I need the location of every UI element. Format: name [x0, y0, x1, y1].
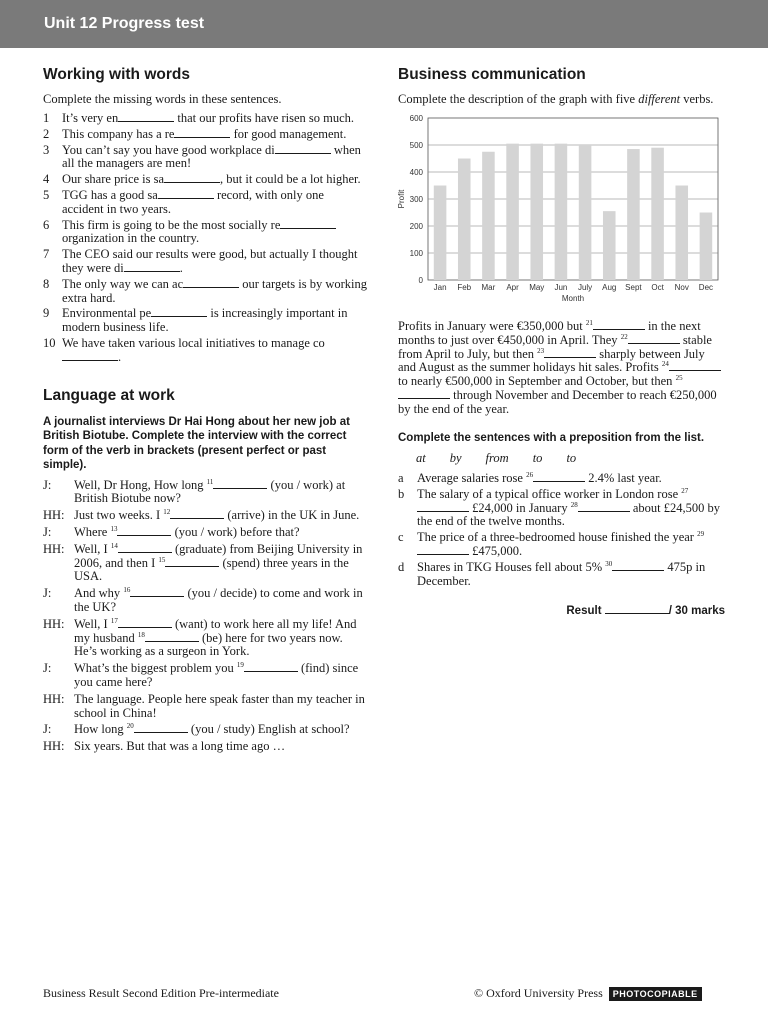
dialog-text-part: Just two weeks. I	[74, 508, 164, 523]
answer-blank[interactable]	[417, 545, 469, 555]
answer-blank[interactable]	[118, 112, 174, 122]
speaker: J:	[43, 524, 52, 539]
bar-sept	[627, 149, 640, 280]
dialog-text-part: (arrive) in the UK in June.	[224, 508, 360, 523]
answer-blank[interactable]	[145, 632, 199, 642]
dialog-line	[43, 587, 368, 615]
dialog-line	[43, 526, 368, 540]
speaker: J:	[43, 477, 52, 492]
word-option: to	[566, 451, 577, 466]
x-tick-label: Apr	[506, 283, 519, 292]
question-number: 23	[537, 346, 545, 355]
answer-blank[interactable]	[130, 587, 184, 597]
item-text-part: £475,000.	[469, 544, 523, 559]
speaker: HH:	[43, 541, 65, 556]
word-option: by	[449, 451, 462, 466]
bar-nov	[675, 186, 688, 281]
answer-blank[interactable]	[398, 389, 450, 399]
list-item	[398, 561, 725, 589]
dialog-line	[43, 543, 368, 584]
y-tick-label: 500	[409, 141, 423, 150]
dialog-text-part: (want) to work here all my life! And my husband	[74, 616, 357, 645]
left-column	[43, 66, 368, 757]
question-number: 14	[110, 541, 118, 550]
dialog-line	[43, 723, 368, 737]
item-number: 10	[43, 335, 56, 350]
bar-jan	[434, 186, 447, 281]
question-number: 24	[661, 360, 669, 369]
item-text-end: for good management.	[230, 126, 347, 141]
answer-blank[interactable]	[628, 334, 680, 344]
question-number: 29	[697, 530, 705, 539]
right-column	[398, 66, 725, 617]
item-text	[417, 531, 725, 559]
y-tick-label: 600	[409, 114, 423, 123]
dialog-text	[74, 509, 368, 523]
answer-blank[interactable]	[170, 509, 224, 519]
preposition-instruction: Complete the sentences with a preposition from the list.	[398, 431, 705, 444]
item-text	[62, 219, 368, 247]
item-text-part: The price of a three-bedroomed house finished the year	[417, 530, 698, 545]
answer-blank[interactable]	[213, 479, 267, 489]
item-text-start: It’s very en	[62, 111, 119, 125]
question-number: 25	[675, 374, 683, 383]
dialog-text	[74, 618, 368, 659]
dialog-text-part: (you / study) English at school?	[187, 722, 350, 737]
question-number: 26	[526, 471, 534, 480]
profit-chart-svg	[398, 112, 725, 312]
item-text	[62, 128, 368, 142]
list-item	[43, 144, 368, 172]
dialog-text	[74, 587, 368, 615]
x-tick-label: Oct	[651, 283, 664, 292]
dialog-text-part: (be) here for two years now. He’s working as a surgeon in York.	[74, 630, 343, 659]
item-number: 1	[43, 111, 50, 125]
y-tick-label: 400	[409, 168, 423, 177]
speaker: J:	[43, 586, 52, 601]
preposition-list	[398, 472, 725, 588]
answer-blank[interactable]	[417, 502, 469, 512]
answer-blank[interactable]	[280, 219, 336, 229]
bar-jun	[555, 144, 568, 280]
item-number: 8	[43, 276, 50, 291]
word-option: from	[485, 451, 509, 466]
item-text-part: 2.4% last year.	[585, 471, 662, 486]
x-tick-label: Jun	[554, 283, 568, 292]
item-text-start: This company has a re	[62, 126, 175, 141]
item-text	[417, 472, 725, 486]
dialog-text	[74, 479, 368, 507]
question-number: 11	[206, 477, 214, 486]
item-text-part: 475p in December.	[417, 559, 706, 588]
bar-oct	[651, 148, 664, 280]
footer-right	[474, 986, 702, 1001]
item-text-end: that our profits have risen so much.	[174, 111, 355, 125]
question-number: 12	[163, 508, 171, 517]
page-title: Unit 12 Progress test	[44, 15, 205, 32]
x-tick-label: Mar	[481, 283, 496, 292]
x-tick-label: Aug	[602, 283, 617, 292]
x-tick-label: July	[577, 283, 593, 292]
item-text	[417, 488, 725, 529]
answer-blank[interactable]	[533, 472, 585, 482]
item-text-end: our targets is by working extra hard.	[62, 276, 368, 305]
item-text-end: is increasingly important in modern business life.	[62, 306, 348, 335]
item-text-end: .	[118, 349, 122, 364]
question-number: 18	[137, 630, 145, 639]
item-text-start: This firm is going to be the most socially re	[62, 217, 281, 232]
speaker: HH:	[43, 691, 65, 706]
dialog-text	[74, 662, 368, 690]
list-item	[398, 488, 725, 529]
list-item	[43, 173, 368, 187]
dialog-text-part: (graduate) from Beijing University in 2006, and then I	[74, 541, 363, 570]
dialog-text-part: (you / decide) to come and work in the UK?	[74, 586, 363, 614]
item-text-end: organization in the country.	[62, 231, 200, 246]
x-tick-label: Feb	[457, 283, 472, 292]
result-line	[398, 604, 725, 617]
list-item	[43, 307, 368, 335]
dialog-line	[43, 740, 368, 754]
question-number: 20	[126, 722, 134, 731]
question-number: 21	[585, 319, 593, 327]
item-text-start: TGG has a good sa	[62, 187, 158, 202]
x-axis-label: Month	[561, 294, 585, 303]
item-letter: d	[398, 559, 405, 574]
result-suffix: / 30 marks	[668, 605, 725, 618]
paragraph-text: to nearly €500,000 in September and October, but then	[398, 374, 676, 389]
item-letter: c	[398, 530, 404, 545]
paragraph-text: stable from April to July, but then	[398, 332, 712, 361]
item-text	[62, 337, 368, 365]
list-item	[398, 531, 725, 559]
bar-mar	[482, 152, 495, 280]
x-tick-label: Dec	[698, 283, 714, 292]
question-number: 13	[110, 524, 118, 533]
answer-blank[interactable]	[165, 557, 219, 567]
bar-feb	[458, 159, 471, 281]
question-number: 30	[605, 559, 613, 568]
list-item	[43, 219, 368, 247]
dialog-text-part: (spend) three years in the USA.	[74, 555, 349, 584]
answer-blank[interactable]	[158, 189, 214, 199]
y-tick-label: 300	[409, 195, 423, 204]
list-item	[43, 337, 368, 365]
item-text	[62, 144, 368, 172]
item-number: 7	[43, 247, 50, 262]
question-number: 28	[570, 500, 578, 509]
result-label: Result	[566, 605, 602, 618]
dialog-text	[74, 543, 368, 584]
graph-instruction	[398, 92, 725, 106]
item-text-start: Environmental pe	[62, 306, 152, 321]
item-number: 5	[43, 187, 50, 202]
bar-apr	[506, 144, 519, 280]
bar-july	[579, 145, 592, 280]
graph-instruction-b: verbs.	[680, 92, 714, 106]
answer-blank[interactable]	[164, 173, 220, 183]
dialog-line	[43, 479, 368, 507]
header-bar	[0, 0, 768, 48]
item-text	[62, 189, 368, 217]
question-number: 27	[681, 486, 689, 495]
question-number: 19	[236, 661, 244, 670]
item-number: 9	[43, 306, 50, 321]
speaker: HH:	[43, 508, 65, 523]
dialog-line	[43, 509, 368, 523]
item-text	[62, 248, 368, 276]
list-item	[398, 472, 725, 486]
answer-blank[interactable]	[124, 262, 180, 272]
answer-blank[interactable]	[118, 618, 172, 628]
answer-blank[interactable]	[183, 278, 239, 288]
bar-dec	[700, 213, 713, 281]
item-text-part: £24,000 in January	[469, 500, 571, 515]
dialog-line	[43, 693, 368, 721]
y-tick-label: 200	[409, 222, 423, 231]
item-text-end: when all the managers are men!	[62, 142, 361, 171]
interview-dialog	[43, 479, 368, 754]
answer-blank[interactable]	[151, 307, 207, 317]
list-item	[43, 248, 368, 276]
dialog-text-part: Six years. But that was a long time ago …	[74, 739, 286, 754]
item-number: 6	[43, 217, 50, 232]
business-communication-heading: Business communication	[398, 66, 586, 83]
word-option: to	[532, 451, 543, 466]
answer-blank[interactable]	[593, 320, 645, 330]
speaker: HH:	[43, 616, 65, 631]
item-text-part: about £24,500 by the end of the twelve months.	[417, 500, 721, 529]
dialog-text-part: (you / work) before that?	[171, 524, 300, 539]
question-number: 17	[110, 616, 118, 625]
answer-blank[interactable]	[117, 526, 171, 536]
answer-blank[interactable]	[174, 128, 230, 138]
item-number: 2	[43, 126, 50, 141]
preposition-word-list	[416, 451, 725, 466]
dialog-text	[74, 740, 368, 754]
item-number: 4	[43, 172, 50, 187]
answer-blank[interactable]	[118, 543, 172, 553]
working-with-words-instruction: Complete the missing words in these sentences.	[43, 92, 282, 106]
photocopiable-badge: PHOTOCOPIABLE	[609, 987, 702, 1001]
dialog-text-part: The language. People here speak faster than my teacher in school in China!	[74, 691, 365, 720]
dialog-text	[74, 693, 368, 721]
y-axis-label: Profit	[397, 189, 406, 209]
paragraph-text: through November and December to reach €250,000 by the end of the year.	[398, 387, 717, 416]
item-text-part: Average salaries rose	[417, 471, 527, 486]
copyright: © Oxford University Press	[474, 986, 603, 1000]
x-tick-label: Nov	[674, 283, 689, 292]
question-number: 15	[158, 555, 166, 564]
working-with-words-heading: Working with words	[43, 66, 190, 83]
dialog-line	[43, 618, 368, 659]
paragraph-text: sharply between July and August as the summer holidays hit sales. Profits	[398, 346, 705, 375]
dialog-text-part: Well, Dr Hong,	[74, 477, 154, 492]
language-at-work-instruction: A journalist interviews Dr Hai Hong about her new job at British Biotube. Complete the interview with the correct form of the verb in brackets (present perfect or past simple).	[43, 415, 350, 472]
graph-instruction-em: different	[638, 92, 681, 106]
x-tick-label: May	[529, 283, 545, 292]
word-option: at	[416, 451, 426, 466]
bar-may	[530, 144, 543, 280]
dialog-text-part: What’s the biggest problem you	[74, 661, 237, 676]
graph-description-paragraph	[398, 320, 725, 417]
item-text-end: , but it could be a lot higher.	[220, 172, 361, 187]
x-tick-label: Jan	[433, 283, 447, 292]
answer-blank[interactable]	[612, 561, 664, 571]
answer-blank[interactable]	[62, 351, 118, 361]
dialog-text-part: Where	[74, 524, 111, 539]
list-item	[43, 112, 368, 126]
language-at-work-heading: Language at work	[43, 386, 175, 404]
item-text-end: .	[179, 260, 183, 275]
list-item	[43, 128, 368, 142]
paragraph-text: in the next months to just over €450,000 in April. They	[398, 319, 701, 347]
item-text-part: Shares in TKG Houses fell about 5%	[417, 559, 606, 574]
graph-instruction-a: Complete the description of the graph with five	[398, 92, 639, 106]
list-item	[43, 278, 368, 306]
y-tick-label: 100	[409, 249, 423, 258]
dialog-text-part: How long	[74, 722, 127, 737]
y-tick-label: 0	[418, 276, 423, 285]
item-text-start: You can’t say you have good workplace di	[62, 142, 275, 157]
speaker: J:	[43, 722, 52, 737]
answer-blank[interactable]	[134, 723, 188, 733]
item-letter: a	[398, 471, 404, 486]
answer-blank[interactable]	[669, 361, 721, 371]
answer-blank[interactable]	[578, 502, 630, 512]
answer-blank[interactable]	[544, 348, 596, 358]
item-text	[62, 112, 368, 126]
item-text-part: The salary of a typical office worker in London rose	[417, 486, 682, 501]
item-text-start: The CEO said our results were good, but actually I thought they were di	[62, 247, 358, 275]
item-text	[62, 173, 368, 187]
item-number: 3	[43, 142, 50, 157]
profit-chart	[398, 112, 725, 312]
question-number: 22	[620, 332, 628, 341]
bar-aug	[603, 211, 616, 280]
item-text-end: record, with only one accident in two years.	[62, 187, 324, 216]
answer-blank[interactable]	[244, 662, 298, 672]
dialog-text-part: (find) since you came here?	[74, 661, 359, 689]
item-letter: b	[398, 486, 405, 501]
dialog-text-part: How long	[153, 477, 207, 492]
dialog-text-part: Well, I	[74, 541, 111, 556]
answer-blank[interactable]	[275, 144, 331, 154]
item-text	[417, 561, 725, 589]
item-text-start: We have taken various local initiatives to manage co	[62, 335, 325, 350]
footer-left: Business Result Second Edition Pre-intermediate	[43, 986, 279, 1000]
speaker: HH:	[43, 739, 65, 754]
paragraph-text: Profits in January were €350,000 but	[398, 319, 586, 333]
item-text-start: The only way we can ac	[62, 276, 184, 291]
dialog-text-part: (you / work) at British Biotube now?	[74, 477, 346, 506]
dialog-line	[43, 662, 368, 690]
item-text-start: Our share price is sa	[62, 172, 165, 187]
dialog-text	[74, 723, 368, 737]
working-with-words-list	[43, 112, 368, 365]
x-tick-label: Sept	[625, 283, 642, 292]
question-number: 16	[123, 586, 131, 595]
result-blank[interactable]	[605, 604, 669, 614]
speaker: J:	[43, 661, 52, 676]
dialog-text-part: Well, I	[74, 616, 111, 631]
dialog-text-part: And why	[74, 586, 124, 601]
dialog-text	[74, 526, 368, 540]
item-text	[62, 278, 368, 306]
item-text	[62, 307, 368, 335]
list-item	[43, 189, 368, 217]
